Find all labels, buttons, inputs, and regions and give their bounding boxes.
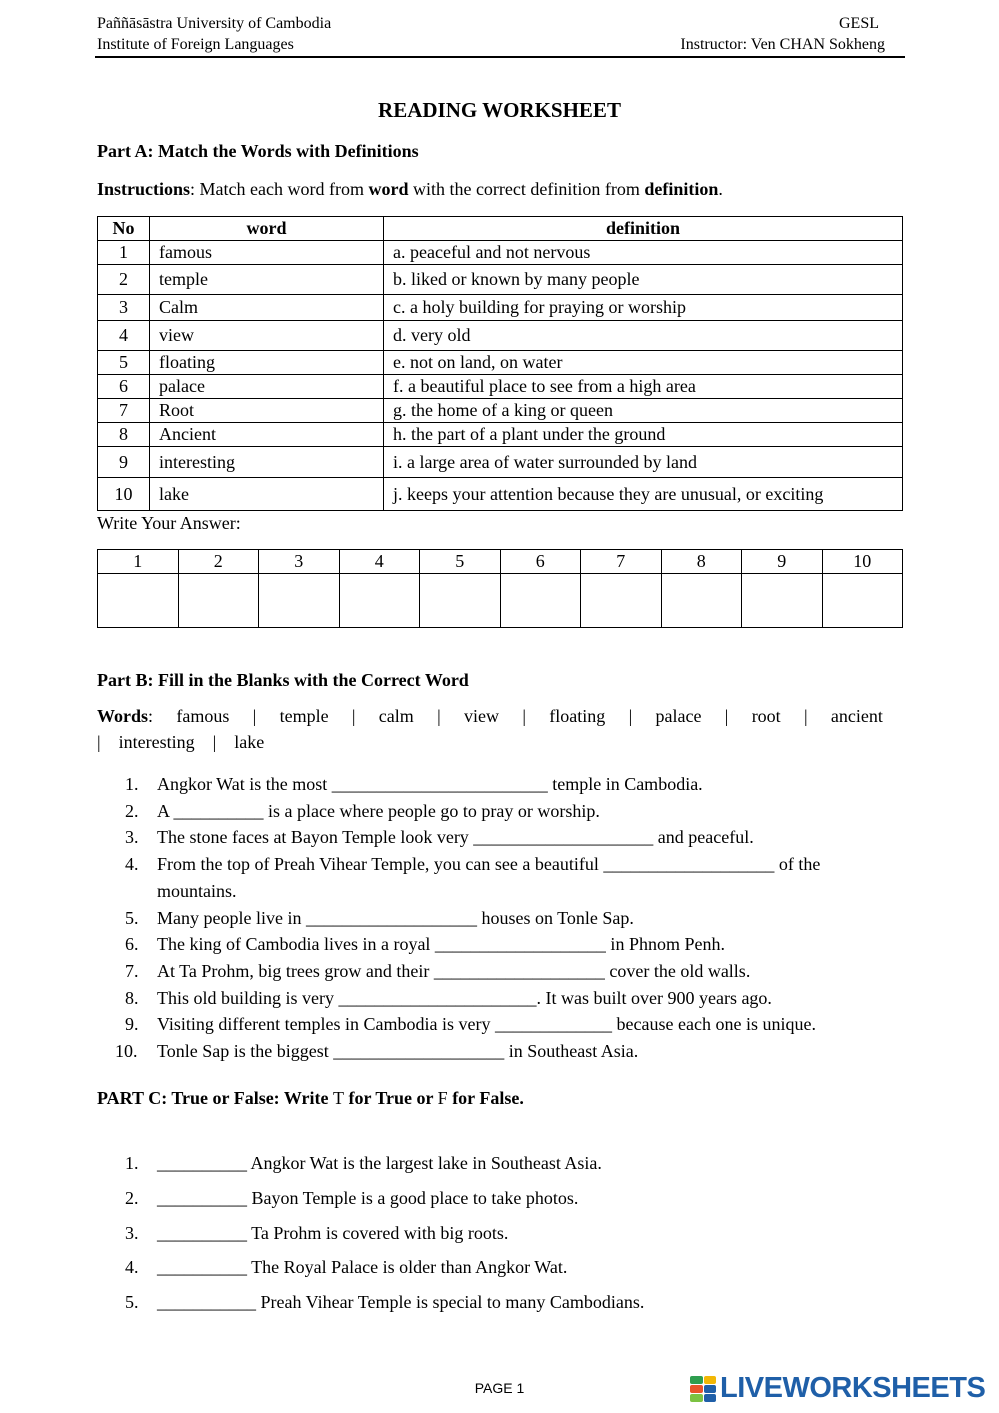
list-item <box>97 1011 907 1038</box>
word-separator: | <box>351 706 356 726</box>
row-no: 4 <box>98 321 150 351</box>
row-word: Root <box>150 399 384 423</box>
matching-header-row <box>98 217 903 241</box>
logo-tile <box>704 1394 717 1402</box>
word-bank-label: Words: <box>97 706 154 726</box>
worksheet-title: READING WORKSHEET <box>378 98 621 122</box>
instructions-label: Instructions <box>97 179 191 199</box>
answer-number-row <box>98 550 903 574</box>
table-row <box>98 265 903 295</box>
answer-box[interactable] <box>500 574 581 628</box>
logo-tile <box>704 1376 717 1384</box>
header-rule <box>95 56 905 58</box>
item-number: 10. <box>115 1041 138 1062</box>
row-definition: c. a holy building for praying or worship <box>384 295 903 321</box>
answer-grid <box>97 549 903 628</box>
table-row <box>98 447 903 478</box>
word-separator: | <box>212 732 217 752</box>
list-item <box>97 905 907 932</box>
answer-box[interactable] <box>98 574 179 628</box>
answer-number: 10 <box>822 550 903 574</box>
item-text: This old building is very ______________________. It was built over 900 years ago. <box>157 987 772 1008</box>
word-bank-word: palace <box>655 706 702 726</box>
item-text: ___________ Preah Vihear Temple is special to many Cambodians. <box>157 1292 645 1313</box>
row-definition: e. not on land, on water <box>384 351 903 375</box>
row-no: 7 <box>98 399 150 423</box>
row-no: 10 <box>98 478 150 511</box>
item-text: __________ Bayon Temple is a good place to take photos. <box>157 1187 579 1208</box>
row-word: temple <box>150 265 384 295</box>
col-header-definition: definition <box>384 217 903 241</box>
item-number: 3. <box>125 827 139 848</box>
logo-tile <box>704 1385 717 1393</box>
table-row <box>98 295 903 321</box>
word-separator: | <box>724 706 729 726</box>
list-item <box>97 931 907 958</box>
table-row <box>98 321 903 351</box>
list-item <box>97 1146 907 1181</box>
list-item <box>97 824 907 851</box>
row-no: 9 <box>98 447 150 478</box>
instructions-text-2: with the correct definition from <box>408 179 645 199</box>
word-separator: | <box>804 706 808 726</box>
course-code: GESL <box>839 15 879 32</box>
fill-blank-list <box>97 771 907 1065</box>
logo-tile <box>690 1394 703 1402</box>
answer-box[interactable] <box>259 574 340 628</box>
list-item <box>97 1285 907 1320</box>
university-name: Paññāsāstra University of Cambodia <box>97 15 332 32</box>
row-definition: h. the part of a plant under the ground <box>384 423 903 447</box>
word-bank-word: temple <box>279 706 329 726</box>
instructions-text-1: : Match each word from <box>190 179 369 199</box>
answer-number: 9 <box>742 550 823 574</box>
word-separator: | <box>522 706 526 726</box>
word-bank-word: view <box>464 706 500 726</box>
list-item <box>97 1216 907 1251</box>
item-number: 4. <box>125 854 139 875</box>
instructor-name: Instructor: Ven CHAN Sokheng <box>680 36 885 53</box>
row-no: 2 <box>98 265 150 295</box>
answer-label: Write Your Answer: <box>97 513 241 533</box>
part-c-heading <box>97 1088 524 1109</box>
word-bank-word: ancient <box>830 706 883 726</box>
table-row <box>98 423 903 447</box>
word-bank-word: calm <box>378 706 414 726</box>
item-number: 2. <box>125 800 139 821</box>
item-number: 6. <box>125 934 139 955</box>
answer-blank-row <box>98 574 903 628</box>
list-item <box>97 851 877 904</box>
row-definition: i. a large area of water surrounded by land <box>384 447 903 478</box>
answer-box[interactable] <box>822 574 903 628</box>
answer-number: 8 <box>661 550 742 574</box>
word-separator: | <box>628 706 633 726</box>
item-number: 4. <box>125 1257 139 1278</box>
answer-number: 3 <box>259 550 340 574</box>
item-text: __________ Angkor Wat is the largest lake in Southeast Asia. <box>157 1153 602 1173</box>
part-c-heading-1: PART C: True or False: Write <box>97 1088 334 1108</box>
item-text: The king of Cambodia lives in a royal ___________________ in Phnom Penh. <box>157 934 725 955</box>
list-item <box>97 1038 907 1065</box>
institute-name: Institute of Foreign Languages <box>97 36 294 53</box>
row-no: 3 <box>98 295 150 321</box>
list-item <box>97 1250 907 1285</box>
answer-number: 6 <box>500 550 581 574</box>
logo-tile <box>690 1376 703 1384</box>
instructions-text-3: . <box>718 179 723 199</box>
row-word: floating <box>150 351 384 375</box>
row-definition: f. a beautiful place to see from a high area <box>384 375 903 399</box>
item-number: 5. <box>125 907 139 928</box>
instructions-definition: definition <box>644 179 719 199</box>
col-header-word: word <box>150 217 384 241</box>
item-number: 8. <box>125 987 139 1008</box>
item-text: Tonle Sap is the biggest ___________________ in Southeast Asia. <box>157 1041 639 1062</box>
part-a-heading: Part A: Match the Words with Definitions <box>97 141 419 161</box>
row-word: Calm <box>150 295 384 321</box>
word-separator: | <box>437 706 441 726</box>
item-number: 5. <box>125 1292 139 1313</box>
word-bank-word: lake <box>234 732 265 752</box>
answer-number: 2 <box>178 550 259 574</box>
list-item <box>97 1181 907 1216</box>
words-label: Words <box>97 706 149 726</box>
item-text: Visiting different temples in Cambodia is very _____________ because each one is unique. <box>157 1014 816 1035</box>
item-text: __________ Ta Prohm is covered with big roots. <box>157 1222 509 1243</box>
list-item <box>97 985 907 1012</box>
row-word: lake <box>150 478 384 511</box>
list-item <box>97 771 907 798</box>
item-number: 9. <box>125 1014 139 1035</box>
part-c-heading-3: for False. <box>447 1088 524 1108</box>
word-separator: | <box>97 732 101 752</box>
answer-number: 4 <box>339 550 420 574</box>
table-row <box>98 351 903 375</box>
item-text: At Ta Prohm, big trees grow and their ___________________ cover the old walls. <box>157 960 751 981</box>
word-bank-word: root <box>751 706 781 726</box>
part-c-heading-t: T <box>333 1088 345 1108</box>
instructions-word: word <box>368 179 409 199</box>
item-text: From the top of Preah Vihear Temple, you can see a beautiful ___________________ of the mountains. <box>157 854 821 901</box>
word-bank-word: floating <box>549 706 606 726</box>
table-row <box>98 478 903 511</box>
answer-box[interactable] <box>661 574 742 628</box>
word-bank-line-2 <box>97 732 264 753</box>
part-a-instructions <box>97 179 723 200</box>
true-false-list <box>97 1146 907 1320</box>
answer-number: 5 <box>420 550 501 574</box>
item-text: The stone faces at Bayon Temple look very ____________________ and peaceful. <box>157 827 754 848</box>
table-row <box>98 241 903 265</box>
answer-box[interactable] <box>581 574 662 628</box>
item-number: 2. <box>125 1187 139 1208</box>
item-text: A __________ is a place where people go to pray or worship. <box>157 800 600 821</box>
answer-box[interactable] <box>420 574 501 628</box>
item-text: __________ The Royal Palace is older than Angkor Wat. <box>157 1257 568 1278</box>
part-c-heading-f: F <box>437 1088 448 1108</box>
table-row <box>98 375 903 399</box>
answer-number: 1 <box>98 550 179 574</box>
answer-box[interactable] <box>339 574 420 628</box>
row-word: view <box>150 321 384 351</box>
part-b-heading: Part B: Fill in the Blanks with the Correct Word <box>97 670 469 690</box>
row-definition: j. keeps your attention because they are unusual, or exciting <box>384 478 903 511</box>
col-header-no: No <box>98 217 150 241</box>
row-no: 1 <box>98 241 150 265</box>
item-text: Angkor Wat is the most ________________________ temple in Cambodia. <box>157 774 703 794</box>
page-number: PAGE 1 <box>474 1380 525 1396</box>
row-no: 5 <box>98 351 150 375</box>
list-item <box>97 798 907 825</box>
row-word: palace <box>150 375 384 399</box>
matching-table <box>97 216 903 511</box>
word-bank <box>97 706 883 727</box>
liveworksheets-logo[interactable] <box>690 1372 985 1405</box>
row-no: 6 <box>98 375 150 399</box>
row-definition: b. liked or known by many people <box>384 265 903 295</box>
logo-text: LIVEWORKSHEETS <box>720 1372 986 1404</box>
list-item <box>97 958 907 985</box>
row-definition: g. the home of a king or queen <box>384 399 903 423</box>
row-word: famous <box>150 241 384 265</box>
answer-box[interactable] <box>178 574 259 628</box>
word-bank-word: famous <box>176 706 230 726</box>
row-definition: d. very old <box>384 321 903 351</box>
part-c-heading-2: for True or <box>344 1088 438 1108</box>
liveworksheets-logo-icon <box>690 1376 716 1402</box>
word-separator: | <box>252 706 257 726</box>
item-text: Many people live in ___________________ houses on Tonle Sap. <box>157 907 634 928</box>
answer-number: 7 <box>581 550 662 574</box>
item-number: 1. <box>125 1153 139 1173</box>
row-word: interesting <box>150 447 384 478</box>
row-word: Ancient <box>150 423 384 447</box>
item-number: 3. <box>125 1222 139 1243</box>
item-number: 7. <box>125 960 139 981</box>
row-definition: a. peaceful and not nervous <box>384 241 903 265</box>
answer-box[interactable] <box>742 574 823 628</box>
table-row <box>98 399 903 423</box>
word-bank-word: interesting <box>118 732 195 752</box>
item-number: 1. <box>125 774 139 794</box>
logo-tile <box>690 1385 703 1393</box>
row-no: 8 <box>98 423 150 447</box>
